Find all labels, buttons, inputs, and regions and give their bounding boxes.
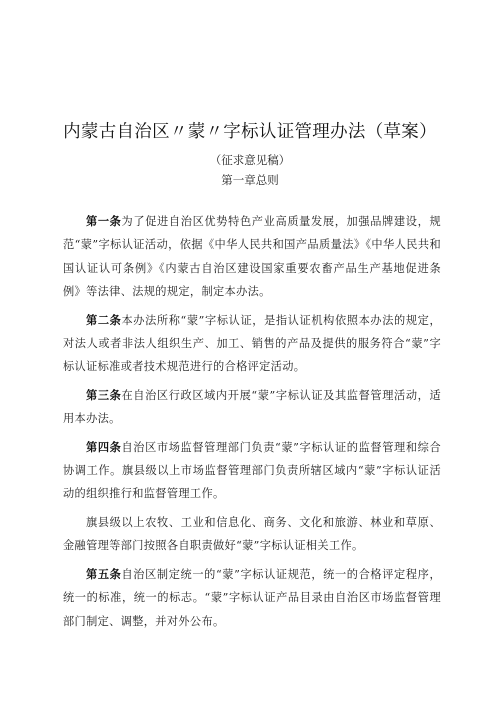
document-title: 内蒙古自治区〃蒙〃字标认证管理办法（草案） — [63, 122, 437, 142]
article-5-paragraph — [63, 563, 441, 633]
article-4-paragraph — [63, 436, 441, 506]
article-text: 在自治区行政区域内开展“蒙”字标认证及其监督管理活动，适用本办法。 — [63, 388, 441, 426]
article-1-paragraph — [63, 210, 441, 304]
article-label: 第一条 — [86, 215, 122, 228]
article-4-continuation-paragraph — [63, 511, 441, 558]
document-body — [63, 210, 441, 638]
article-text: 旗县级以上农牧、工业和信息化、商务、文化和旅游、林业和草原、金融管理等部门按照各自职责做好“蒙”字标认证相关工作。 — [63, 515, 441, 553]
article-2-paragraph — [63, 309, 441, 379]
article-text: 本办法所称“蒙”字标认证，是指认证机构依照本办法的规定，对法人或者非法人组织生产、加工、销售的产品及提供的服务符合“蒙”字标认证标准或者技术规范进行的合格评定活动。 — [63, 313, 441, 374]
article-text: 为了促进自治区优势特色产业高质量发展，加强品牌建设，规范“蒙”字标认证活动，依据《中华人民共和国产品质量法》《中华人民共和国认证认可条例》《内蒙古自治区建设国家重要农畜产品生产基地促进条例》等法律、法规的规定，制定本办法。 — [63, 215, 441, 299]
article-text: 自治区制定统一的“蒙”字标认证规范，统一的合格评定程序，统一的标准，统一的标志。“蒙”字标认证产品目录由自治区市场监督管理部门制定、调整，并对外公布。 — [63, 567, 441, 628]
article-text: 自治区市场监督管理部门负责“蒙”字标认证的监督管理和综合协调工作。旗县级以上市场监督管理部门负责所辖区域内“蒙”字标认证活动的组织推行和监督管理工作。 — [63, 440, 441, 501]
article-3-paragraph — [63, 384, 441, 431]
article-label: 第三条 — [86, 388, 122, 402]
chapter-heading: 第一章总则 — [221, 173, 279, 187]
article-label: 第五条 — [86, 567, 122, 581]
document-subtitle: （征求意见稿） — [209, 153, 291, 167]
article-label: 第四条 — [86, 440, 122, 454]
article-label: 第二条 — [86, 313, 122, 327]
